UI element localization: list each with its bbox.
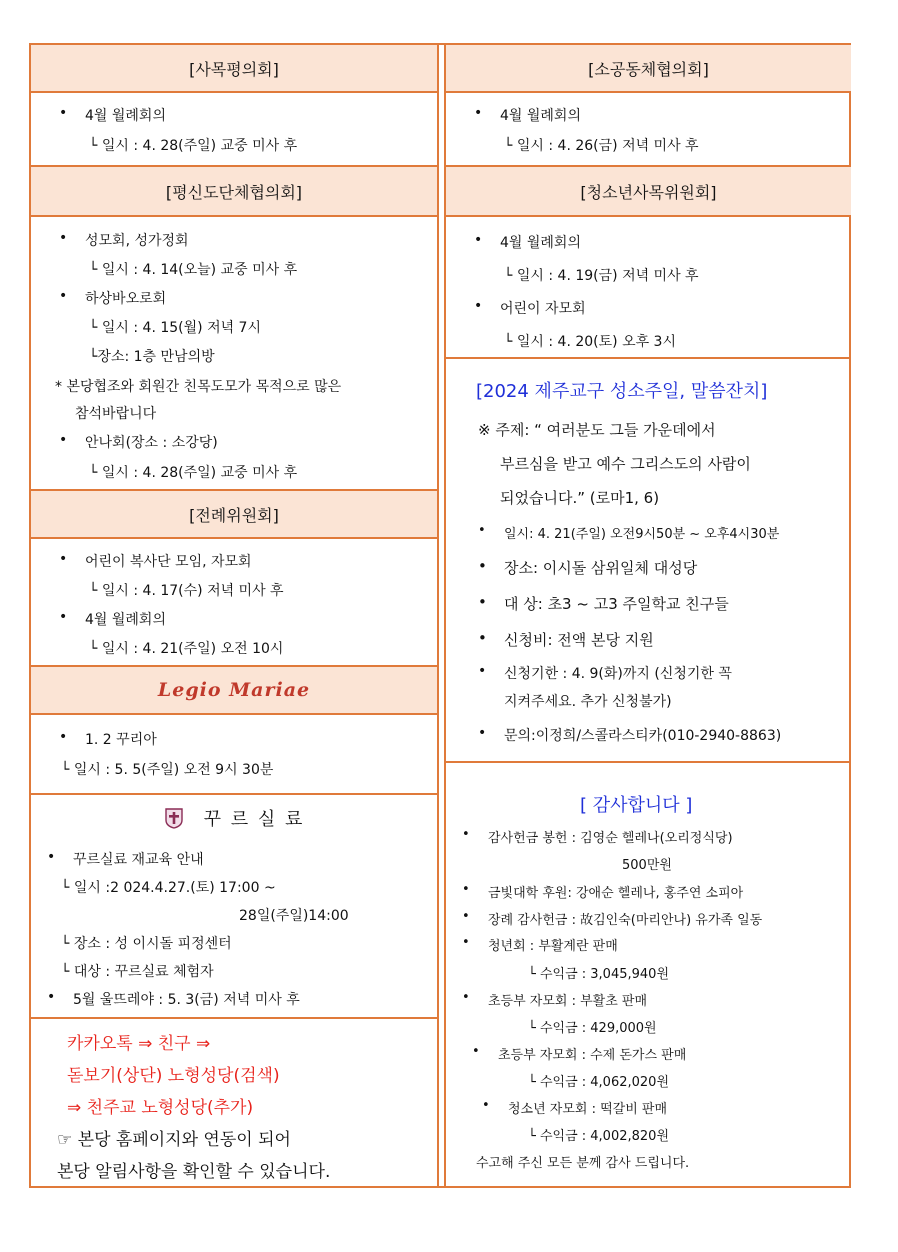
list-item: 지켜주세요. 추가 신청불가): [504, 694, 672, 710]
bulletin-frame: [29, 43, 851, 1188]
note-line: 참석바랍니다: [75, 406, 157, 422]
theme-line: ※ 주제: “ 여러분도 그들 가운데에서: [478, 421, 716, 439]
list-item: └ 일시 : 5. 5(주일) 오전 9시 30분: [61, 762, 274, 778]
list-item: └ 일시 : 4. 15(월) 저녁 7시: [89, 320, 261, 336]
list-item: • 초등부 자모회 : 부활초 판매: [488, 990, 647, 1009]
list-item: └ 수익금 : 3,045,940원: [528, 967, 669, 982]
homepage-line: 본당 알림사항을 확인할 수 있습니다.: [57, 1162, 331, 1182]
section-title: [전례위원회]: [31, 491, 437, 539]
list-item: • 어린이 복사단 모임, 자모회: [85, 551, 252, 571]
list-item: └ 수익금 : 4,002,820원: [528, 1129, 669, 1144]
list-item: • 일시: 4. 21(주일) 오전9시50분 ~ 오후4시30분: [504, 523, 779, 542]
list-item: └ 수익금 : 429,000원: [528, 1021, 657, 1036]
list-item: • 금빛대학 후원: 강애순 헬레나, 홍주연 소피아: [488, 882, 743, 901]
list-item: • 4월 월례회의: [85, 105, 166, 125]
list-item: • 하상바오로회: [85, 288, 166, 308]
section-kakaotalk: [31, 1017, 437, 1190]
section-liturgy: [31, 489, 437, 667]
section-title: [사목평의회]: [31, 45, 437, 93]
list-item: • 감사헌금 봉헌 : 김영순 헬레나(오리정식당): [488, 827, 733, 846]
list-item: └ 일시 : 4. 28(주일) 교중 미사 후: [89, 138, 298, 154]
list-item: └ 일시 :2 024.4.27.(토) 17:00 ~: [61, 880, 276, 896]
list-item: └ 수익금 : 4,062,020원: [528, 1075, 669, 1090]
list-item: └ 일시 : 4. 14(오늘) 교중 미사 후: [89, 262, 298, 278]
kakao-line: 돋보기(상단) 노형성당(검색): [67, 1066, 280, 1086]
section-title: Legio Mariae: [31, 667, 437, 715]
list-item: └ 일시 : 4. 20(토) 오후 3시: [504, 334, 676, 350]
section-title: [청소년사목위원회]: [446, 167, 851, 217]
list-item: • 신청기한 : 4. 9(화)까지 (신청기한 꼭: [504, 663, 732, 683]
section-vocation-sunday: [446, 357, 851, 763]
note-line: * 본당협조와 회원간 친목도모가 목적으로 많은: [55, 379, 342, 395]
list-item: • 신청비: 전액 본당 지원: [504, 629, 654, 650]
section-title: [2024 제주교구 성소주일, 말씀잔치]: [476, 381, 768, 402]
list-item: └ 대상 : 꾸르실료 체험자: [61, 964, 214, 980]
list-item: • 5월 울뜨레야 : 5. 3(금) 저녁 미사 후: [73, 989, 300, 1009]
closing-line: 수고해 주신 모든 분께 감사 드립니다.: [476, 1156, 690, 1171]
section-title: [ 감사합니다 ]: [580, 795, 693, 816]
list-item: • 꾸르실료 재교육 안내: [73, 849, 204, 869]
list-item: • 성모회, 성가정회: [85, 230, 189, 250]
list-item: • 4월 월례회의: [500, 105, 581, 125]
left-column: [31, 45, 439, 1186]
list-item: • 초등부 자모회 : 수제 돈가스 판매: [498, 1044, 686, 1063]
homepage-line: ☞ 본당 홈페이지와 연동이 되어: [57, 1130, 291, 1150]
list-item: └ 일시 : 4. 21(주일) 오전 10시: [89, 641, 284, 657]
cross-emblem-icon: [164, 807, 184, 829]
kakao-line: ⇒ 천주교 노형성당(추가): [67, 1098, 254, 1118]
list-item: 500만원: [622, 858, 672, 873]
list-item: 28일(주일)14:00: [239, 908, 349, 924]
theme-line: 되었습니다.” (로마1, 6): [500, 489, 660, 507]
list-item: └ 일시 : 4. 19(금) 저녁 미사 후: [504, 268, 699, 284]
list-item: • 어린이 자모회: [500, 298, 586, 318]
section-lay-association: [31, 165, 437, 491]
list-item: └ 일시 : 4. 26(금) 저녁 미사 후: [504, 138, 699, 154]
section-pastoral-council: [31, 45, 437, 167]
list-item: • 장례 감사헌금 : 故김인숙(마리안나) 유가족 일동: [488, 909, 762, 928]
section-cursillo: [31, 793, 437, 1019]
list-item: • 대 상: 초3 ~ 고3 주일학교 친구들: [504, 593, 729, 614]
section-legio-mariae: [31, 665, 437, 795]
section-title: [소공동체협의회]: [446, 45, 851, 93]
list-item: • 장소: 이시돌 삼위일체 대성당: [504, 557, 697, 578]
list-item: • 4월 월례회의: [85, 609, 166, 629]
list-item: └ 일시 : 4. 17(수) 저녁 미사 후: [89, 583, 284, 599]
section-title: [평신도단체협의회]: [31, 167, 437, 217]
section-small-community: [446, 45, 851, 167]
list-item: • 청년회 : 부활계란 판매: [488, 935, 618, 954]
right-column: [444, 45, 851, 1186]
section-title: 꾸 르 실 료: [203, 809, 305, 830]
section-thanks: [446, 761, 851, 1190]
list-item: • 안나회(장소 : 소강당): [85, 432, 218, 452]
list-item: • 4월 월례회의: [500, 232, 581, 252]
list-item: • 청소년 자모회 : 떡갈비 판매: [508, 1098, 667, 1117]
section-youth-ministry: [446, 165, 851, 359]
kakao-line: 카카오톡 ⇒ 친구 ⇒: [67, 1034, 211, 1054]
list-item: └ 장소 : 성 이시돌 피정센터: [61, 936, 232, 952]
list-item: └장소: 1층 만남의방: [89, 349, 215, 365]
theme-line: 부르심을 받고 예수 그리스도의 사람이: [500, 455, 751, 473]
list-item: └ 일시 : 4. 28(주일) 교중 미사 후: [89, 465, 298, 481]
list-item: • 문의:이정희/스콜라스티카(010-2940-8863): [504, 725, 781, 745]
list-item: • 1. 2 꾸리아: [85, 729, 157, 749]
